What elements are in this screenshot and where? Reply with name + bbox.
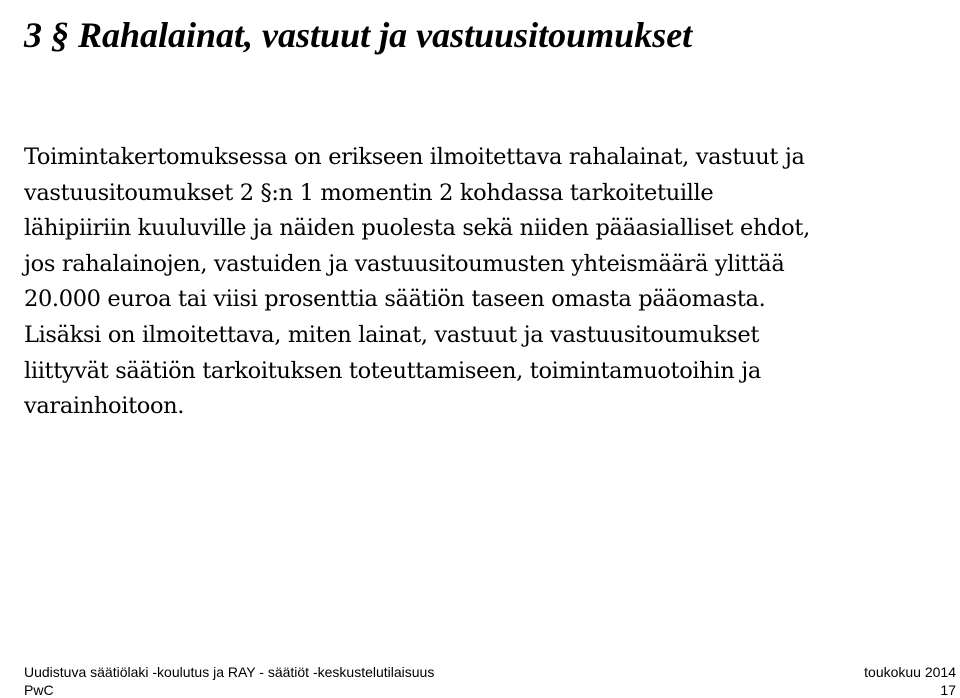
paragraph-line: lähipiiriin kuuluville ja näiden puolesta sekä niiden pääasialliset ehdot, xyxy=(24,215,810,242)
paragraph-line: varainhoitoon. xyxy=(24,393,185,420)
footer-company: PwC xyxy=(24,682,54,698)
paragraph-line: Lisäksi on ilmoitettava, miten lainat, vastuut ja vastuusitoumukset xyxy=(24,321,760,348)
paragraph-line: Toimintakertomuksessa on erikseen ilmoitettava rahalainat, vastuut ja xyxy=(24,144,805,170)
slide-body-paragraph xyxy=(24,140,960,425)
paragraph-line: jos rahalainojen, vastuiden ja vastuusitoumusten yhteismäärä ylittää xyxy=(24,250,785,277)
footer-page-number: 17 xyxy=(940,682,956,698)
paragraph-line: vastuusitoumukset 2 §:n 1 momentin 2 kohdassa tarkoitetuille xyxy=(24,179,714,206)
paragraph-line: liittyvät säätiön tarkoituksen toteuttamiseen, toimintamuotoihin ja xyxy=(24,357,761,384)
footer-event-name: Uudistuva säätiölaki -koulutus ja RAY - säätiöt -keskustelutilaisuus xyxy=(24,664,435,680)
paragraph-line: 20.000 euroa tai viisi prosenttia säätiön taseen omasta pääomasta. xyxy=(24,286,766,313)
slide-title: 3 § Rahalainat, vastuut ja vastuusitoumukset xyxy=(24,15,693,55)
footer-date: toukokuu 2014 xyxy=(864,664,956,680)
